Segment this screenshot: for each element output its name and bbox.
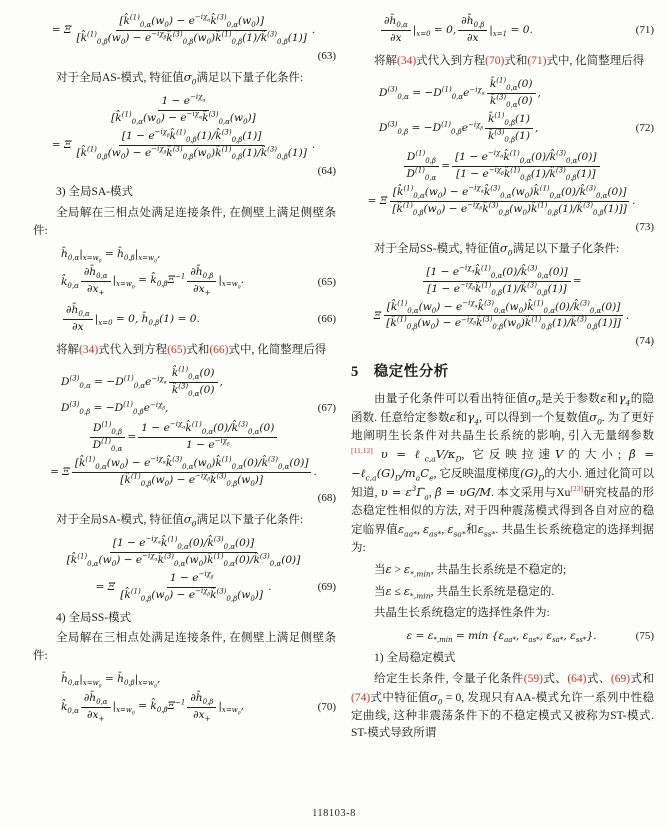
equation-body: $\frac{\partial h̄_{0,\alpha}}{\partial x}$ $|_{x=0} = 0$, $h̄_{0,\beta}(1) = 0$.	[61, 304, 200, 335]
equation-body	[62, 537, 306, 568]
math-inline: $\upsilon = \varepsilon^3\Gammā_a$	[380, 484, 429, 502]
math-inline: $\varepsilon_{aa*}$	[398, 522, 417, 539]
equation-64	[33, 95, 336, 177]
fraction: $\frac{k̄^{(1)}_{0,\beta}(1)}{k̄^{(3)}_{0,\beta}(1)}$	[485, 113, 533, 144]
equation-number: (66)	[317, 313, 336, 326]
equation-body: = Ξ $\frac{[k̂^{(1)}_{0,\alpha}(w_0) - e^{-i\chi_\alpha}k̂^{(3)}_{0,\alpha}(w_0)]}{[k̂^{(1)}_{0,\beta}(w_0) - e^{-i\chi_\beta}k̂^{(3)}_{0,\beta}(w_0)k̂^{(1)}_{0,\beta}(1)/k̂^{(3)}_{0,\beta}(1)]}$ .	[51, 13, 316, 47]
math-inline: $\gamma_4$	[467, 410, 480, 427]
equation-number: (63)	[317, 49, 336, 62]
math-inline: $\sigma_0$	[499, 240, 513, 257]
citation-link[interactable]: (34)	[397, 54, 417, 67]
citation-link[interactable]: (71)	[527, 54, 547, 67]
paragraph: 当$\varepsilon \le \varepsilon_{*,min}$, 共晶生长系统是稳定的.	[374, 583, 555, 601]
fraction: $\frac{\partial h̄_{0,\beta}}{\partial x}$	[458, 15, 487, 46]
math-inline: $\upsilon = \ell_{c,a}V/\kappa_D$	[380, 447, 462, 464]
citation-link[interactable]: (69)	[610, 672, 631, 685]
fraction: $\frac{1 - e^{-i\chi_\alpha}k̂^{(1)}_{0,\alpha}(0)/k̂^{(3)}_{0,\alpha}(0)}{1 - e^{-i\chi_\beta}}$	[138, 422, 277, 453]
fraction: $\frac{D^{(1)}_{0,\beta}}{D^{(1)}_{0,\alpha}}$	[403, 151, 439, 182]
equation-number: (69)	[317, 581, 336, 594]
equation-68	[33, 422, 336, 504]
math-inline: β̂ = υG/M	[434, 485, 492, 500]
equation-66	[33, 304, 336, 335]
paragraph: 对于全局SS-模式, 特征值$\sigma_0$满足以下量子化条件:	[374, 240, 620, 257]
math-inline: ε	[385, 583, 392, 598]
equation-74	[351, 266, 654, 348]
equation-body: $D^{(3)}_{0,\alpha} = -D^{(1)}_{0,\alpha}e^{-i\chi_\alpha}$ $\frac{k̄^{(1)}_{0,\alpha}(0)}{k̄^{(3)}_{0,\alpha}(0)}$ ,	[379, 76, 541, 109]
paragraph: 将解(34)式代入到方程(65)式和(66)式中, 化简整理后得	[56, 343, 327, 356]
equation-number: (64)	[317, 164, 336, 177]
equation-body: $k̂_{0,\alpha}$ $\frac{\partial h̄_{0,\alpha}}{\partial x_+}$ $|_{x=w_0}$ = $k̂_{0,\beta}\Xi^{-1}$ $\frac{\partial h̄_{0,\beta}}{\partial x_+}$ $|_{x=w_0}$,	[61, 691, 244, 723]
equation-body: $D^{(3)}_{0,\alpha} = -D^{(1)}_{0,\alpha}e^{-i\chi_\alpha}$ $\frac{k̂^{(1)}_{0,\alpha}(0)}{k̂^{(3)}_{0,\alpha}(0)}$ ,	[61, 365, 223, 398]
paragraph: 1) 全局稳定模式	[374, 651, 456, 664]
fraction: $\frac{\partial h̄_{0,\alpha}}{\partial x}$	[381, 15, 411, 46]
math-inline: $\sigma_0$	[589, 410, 602, 427]
equation-69	[33, 537, 336, 603]
equation-72	[351, 78, 654, 144]
equation-67	[33, 367, 336, 415]
fraction: $\frac{k̄^{(1)}_{0,\alpha}(0)}{k̄^{(3)}_{0,\alpha}(0)}$	[487, 78, 536, 109]
equation-number: (71)	[635, 24, 654, 37]
fraction: $\frac{[1 - e^{-i\chi_\alpha}k̂^{(1)}_{0,\alpha}(0)/k̂^{(3)}_{0,\alpha}(0)]}{[1 - e^{-i\chi_\beta}k̂^{(1)}_{0,\beta}(1)/k̂^{(3)}_{0,\beta}(1)]}$	[423, 266, 570, 297]
page-number: 118103-8	[312, 808, 356, 819]
math-inline: $(G)_D$	[520, 466, 545, 483]
equation-body: $\frac{\partial h̄_{0,\alpha}}{\partial x}$ $|_{x=0} = 0$, $\frac{\partial h̄_{0,\beta}}{\partial x}$ $|_{x=1} = 0$.	[379, 15, 533, 46]
equation-number: (70)	[317, 701, 336, 714]
citation-link[interactable]: (59)	[523, 672, 543, 685]
equation-number: (68)	[317, 491, 336, 504]
equation-body: = Ξ $\frac{1 - e^{-i\chi_\beta}}{[k̂^{(1)}_{0,\beta}(w_0) - e^{-i\chi_\beta}k̂^{(3)}_{0,\beta}(w_0)]}$ .	[95, 570, 272, 603]
math-inline: V	[554, 447, 564, 462]
paragraph: 当$\varepsilon > \varepsilon_{*,min}$, 共晶生长系统是不稳定的;	[374, 561, 567, 579]
paragraph: 由量子化条件可以看出特征值$\sigma_0$是关于参数ε和$\gamma_4$的隐函数. 任意给定参数ε和$\gamma_4$, 可以得到一个复数值$\sigma_0$. 为了更好地阐明生长条件对共晶生长系统的影响, 引入无量纲参数[11,12] $\upsilon = \ell_{c,a}V/\kappa_D$, 它反映拉速V的大小; β̂ = $-\ell_{c,a}(G)_D/m_aC_e$, 它反映温度梯度$(G)_D$的大小. 通过化简可以知道, $\upsilon = \varepsilon^3\Gammā_a$, β̂ = υG/M. 本文采用与Xu[23]研究枝晶的形态稳定性相似的方法, 对于四种震荡模式得到各自对应的稳定临界值$\varepsilon_{aa*}$, $\varepsilon_{as*}$, $\varepsilon_{sa*}$和$\varepsilon_{ss*}$. 共晶生长系统稳定的选择判据为:	[351, 391, 655, 554]
equation-number: (72)	[635, 122, 654, 135]
fraction: $\frac{\partial h̄_{0,\alpha}}{\partial x_+}$	[81, 266, 111, 297]
math-inline: $\varepsilon_{*,min}$	[403, 561, 431, 579]
section-heading: 5 稳定性分析	[351, 364, 449, 381]
paragraph: 4) 全局SS-模式	[56, 611, 132, 624]
equation-number: (75)	[635, 630, 654, 643]
math-inline: $\varepsilon_{*,min}$	[403, 583, 431, 601]
equation-number: (73)	[635, 220, 654, 233]
equation-75	[351, 630, 654, 643]
fraction: $\frac{\partial h̄_{0,\beta}}{\partial x_+}$	[187, 266, 216, 297]
equation-body: $\frac{D^{(1)}_{0,\beta}}{D^{(1)}_{0,\alpha}}$ = $\frac{[1 - e^{-i\chi_\alpha}k̂^{(1)}_{0,\alpha}(0)/k̂^{(3)}_{0,\alpha}(0)]}{[1 - e^{-i\chi_\beta}k̂^{(1)}_{0,\beta}(1)/k̂^{(3)}_{0,\beta}(1)]}$	[401, 151, 601, 182]
fraction: $\frac{k̂^{(1)}_{0,\alpha}(0)}{k̂^{(3)}_{0,\alpha}(0)}$	[169, 367, 218, 398]
math-inline: ε	[385, 561, 392, 576]
math-inline: $\varepsilon_{ss*}$	[477, 522, 496, 539]
equation-body: $D^{(3)}_{0,\beta} = -D^{(1)}_{0,\beta}e^{-i\chi_\beta}$,	[61, 400, 169, 417]
math-inline: $\sigma_0$	[429, 689, 443, 706]
math-inline: $\varepsilon_{sa*}$	[447, 522, 466, 539]
fraction: $\frac{D^{(1)}_{0,\beta}}{D^{(1)}_{0,\alpha}}$	[90, 422, 126, 453]
math-inline: $\sigma_0$	[183, 69, 197, 87]
fraction: $\frac{[k̂^{(1)}_{0,\alpha}(w_0) - e^{-i\chi_\alpha}k̂^{(3)}_{0,\alpha}(w_0)k̂^{(1)}_{0,\alpha}(0)/k̂^{(3)}_{0,\alpha}(0)]}{[k̂^{(1)}_{0,\beta}(w_0) - e^{-i\chi_\beta}k̂^{(3)}_{0,\beta}(w_0)]}$	[72, 457, 312, 488]
math-inline: $\sigma_0$	[528, 391, 541, 408]
math-inline: ε	[449, 410, 456, 425]
citation-link[interactable]: (70)	[485, 54, 505, 67]
math-inline: $\gamma_4$	[618, 391, 631, 408]
paragraph: 全局解在三相点处满足连接条件, 在侧壁上满足侧壁条件:	[33, 206, 336, 237]
column-right	[351, 8, 654, 746]
citation-link[interactable]: (65)	[167, 343, 187, 356]
equation-body	[106, 95, 261, 126]
fraction: $\frac{[1 - e^{-i\chi_\alpha}k̂^{(1)}_{0,\alpha}(0)/k̂^{(3)}_{0,\alpha}(0)]}{[1 - e^{-i\chi_\beta}k̂^{(1)}_{0,\beta}(1)/k̂^{(3)}_{0,\beta}(1)]}$	[452, 151, 599, 182]
fraction: $\frac{[1 - e^{-i\chi_\beta}k̂^{(1)}_{0,\beta}(1)/k̂^{(3)}_{0,\beta}(1)]}{[k̂^{(1)}_{0,\beta}(w_0) - e^{-i\chi_\beta}k̂^{(3)}_{0,\beta}(w_0)k̂^{(1)}_{0,\beta}(1)/k̂^{(3)}_{0,\beta}(1)]}$	[76, 128, 307, 161]
equation-body: = Ξ $\frac{[1 - e^{-i\chi_\beta}k̂^{(1)}_{0,\beta}(1)/k̂^{(3)}_{0,\beta}(1)]}{[k̂^{(1)}_{0,\beta}(w_0) - e^{-i\chi_\beta}k̂^{(3)}_{0,\beta}(w_0)k̂^{(1)}_{0,\beta}(1)/k̂^{(3)}_{0,\beta}(1)]}$ .	[51, 128, 316, 161]
equation-63	[33, 15, 336, 62]
equation-body: $\frac{[1 - e^{-i\chi_\alpha}k̂^{(1)}_{0,\alpha}(0)/k̂^{(3)}_{0,\alpha}(0)]}{[1 - e^{-i\chi_\beta}k̂^{(1)}_{0,\beta}(1)/k̂^{(3)}_{0,\beta}(1)]}$ =	[421, 266, 581, 297]
column-left	[33, 8, 336, 730]
fraction: $\frac{1 - e^{-i\chi_\alpha}}{[k̂^{(1)}_{0,\alpha}(w_0) - e^{-i\chi_\alpha}k̂^{(3)}_{0,\alpha}(w_0)]}$	[111, 93, 256, 126]
math-inline: $\sigma_0$	[183, 511, 197, 528]
citation-link[interactable]: (66)	[209, 343, 229, 356]
equation-body: $\frac{D^{(1)}_{0,\beta}}{D^{(1)}_{0,\alpha}}$ = $\frac{1 - e^{-i\chi_\alpha}k̂^{(1)}_{0,\alpha}(0)/k̂^{(3)}_{0,\alpha}(0)}{1 - e^{-i\chi_\beta}}$	[88, 422, 280, 453]
paragraph: 对于全局AS-模式, 特征值$\sigma_0$满足以下量子化条件:	[56, 69, 304, 87]
paragraph: 将解(34)式代入到方程(70)式和(71)式中, 化简整理后得	[374, 54, 645, 67]
equation-body: $\varepsilon = \varepsilon_{*,min} = \min \{\varepsilon_{aa*}$, $\varepsilon_{as*}$, $\varepsilon_{sa*}$, $\varepsilon_{ss*}$}.	[406, 630, 597, 645]
equation-number: (65)	[317, 275, 336, 288]
equation-65	[33, 248, 336, 297]
equation-number: (67)	[317, 402, 336, 415]
equation-body: = Ξ $\frac{[k̂^{(1)}_{0,\alpha}(w_0) - e^{-i\chi_\alpha}k̂^{(3)}_{0,\alpha}(w_0)k̂^{(1)}_{0,\alpha}(0)/k̂^{(3)}_{0,\alpha}(0)]}{[k̂^{(1)}_{0,\beta}(w_0) - e^{-i\chi_\beta}k̂^{(3)}_{0,\beta}(w_0)k̂^{(1)}_{0,\beta}(1)/k̂^{(3)}_{0,\beta}(1)]]}$ .	[367, 184, 636, 217]
equation-number: (74)	[635, 335, 654, 348]
fraction: $\frac{[k̂^{(1)}_{0,\alpha}(w_0) - e^{-i\chi_\alpha}k̂^{(3)}_{0,\alpha}(w_0)k̂^{(1)}_{0,\alpha}(0)/k̂^{(3)}_{0,\alpha}(0)]}{[k̂^{(1)}_{0,\beta}(w_0) - e^{-i\chi_\beta}k̂^{(3)}_{0,\beta}(w_0)k̂^{(1)}_{0,\beta}(1)/k̂^{(3)}_{0,\beta}(1)]]}$	[383, 301, 624, 332]
fraction: $\frac{[k̂^{(1)}_{0,\alpha}(w_0) - e^{-i\chi_\alpha}k̂^{(3)}_{0,\alpha}(w_0)]}{[k̂^{(1)}_{0,\beta}(w_0) - e^{-i\chi_\beta}k̂^{(3)}_{0,\beta}(w_0)k̂^{(1)}_{0,\beta}(1)/k̂^{(3)}_{0,\beta}(1)]}$	[76, 13, 307, 47]
equation-71	[351, 15, 654, 46]
citation-link[interactable]: [11,12]	[351, 446, 373, 456]
equation-body: = Ξ $\frac{[k̂^{(1)}_{0,\alpha}(w_0) - e^{-i\chi_\alpha}k̂^{(3)}_{0,\alpha}(w_0)k̂^{(1)}_{0,\alpha}(0)/k̂^{(3)}_{0,\alpha}(0)]}{[k̂^{(1)}_{0,\beta}(w_0) - e^{-i\chi_\beta}k̂^{(3)}_{0,\beta}(w_0)]}$ .	[50, 455, 317, 488]
citation-link[interactable]: (34)	[79, 343, 99, 356]
fraction: $\frac{\partial h̄_{0,\beta}}{\partial x_+}$	[187, 692, 216, 723]
fraction: $\frac{1 - e^{-i\chi_\beta}}{[k̂^{(1)}_{0,\beta}(w_0) - e^{-i\chi_\beta}k̂^{(3)}_{0,\beta}(w_0)]}$	[120, 570, 264, 603]
citation-link[interactable]: (64)	[567, 672, 587, 685]
equation-body: $h̄_{0,\alpha}|_{x=w_0}$ = $h̄_{0,\beta}|_{x=w_0}$,	[61, 247, 161, 265]
citation-link[interactable]: [23]	[570, 484, 584, 494]
fraction: $\frac{\partial h̄_{0,\alpha}}{\partial x}$	[63, 304, 93, 335]
paragraph: 共晶生长系统稳定的选择性条件为:	[374, 606, 550, 619]
fraction: $\frac{\partial h̄_{0,\alpha}}{\partial x_+}$	[81, 692, 111, 723]
paragraph: 全局解在三相点处满足连接条件, 在侧壁上满足侧壁条件:	[33, 632, 336, 663]
equation-73	[351, 151, 654, 233]
paragraph: 给定生长条件, 令量子化条件(59)式、(64)式、(69)式和(74)式中特征值$\sigma_0 = 0$, 发现只有AA-模式允许一系列中性稳定曲线, 这种非震荡条件下的不稳定模式又被称为ST-模式. ST-模式导致所谓	[351, 672, 655, 740]
math-inline: $\varepsilon_{as*}$	[423, 522, 442, 539]
math-inline: ε	[600, 391, 607, 406]
fraction: $\frac{[1 - e^{-i\chi_\alpha}k̂^{(1)}_{0,\alpha}(0)/k̂^{(3)}_{0,\alpha}(0)]}{[k̂^{(1)}_{0,\alpha}(w_0) - e^{-i\chi_\alpha}k̂^{(3)}_{0,\alpha}(w_0)k̂^{(1)}_{0,\alpha}(0)/k̂^{(3)}_{0,\alpha}(0)]}$	[66, 535, 301, 568]
equation-body: $D^{(3)}_{0,\beta} = -D^{(1)}_{0,\beta}e^{-i\chi_\beta}$ $\frac{k̄^{(1)}_{0,\beta}(1)}{k̄^{(3)}_{0,\beta}(1)}$ ,	[379, 111, 539, 144]
math-inline: β̂ = $-\ell_{c,a}(G)_D/m_aC_e$	[351, 447, 655, 483]
equation-body: Ξ $\frac{[k̂^{(1)}_{0,\alpha}(w_0) - e^{-i\chi_\alpha}k̂^{(3)}_{0,\alpha}(w_0)k̂^{(1)}_{0,\alpha}(0)/k̂^{(3)}_{0,\alpha}(0)]}{[k̂^{(1)}_{0,\beta}(w_0) - e^{-i\chi_\beta}k̂^{(3)}_{0,\beta}(w_0)k̂^{(1)}_{0,\beta}(1)/k̂^{(3)}_{0,\beta}(1)]]}$ .	[373, 298, 630, 332]
equation-body: $k̂_{0,\alpha}$ $\frac{\partial h̄_{0,\alpha}}{\partial x_+}$ $|_{x=w_0}$ = $k̂_{0,\beta}\Xi^{-1}$ $\frac{\partial h̄_{0,\beta}}{\partial x_+}$ $|_{x=w_0}$.	[61, 266, 244, 298]
fraction: $\frac{[k̂^{(1)}_{0,\alpha}(w_0) - e^{-i\chi_\alpha}k̂^{(3)}_{0,\alpha}(w_0)k̂^{(1)}_{0,\alpha}(0)/k̂^{(3)}_{0,\alpha}(0)]}{[k̂^{(1)}_{0,\beta}(w_0) - e^{-i\chi_\beta}k̂^{(3)}_{0,\beta}(w_0)k̂^{(1)}_{0,\beta}(1)/k̂^{(3)}_{0,\beta}(1)]]}$	[389, 186, 630, 217]
citation-link[interactable]: (74)	[351, 691, 371, 704]
paragraph: 对于全局SA-模式, 特征值$\sigma_0$满足以下量子化条件:	[56, 511, 304, 528]
equation-70	[33, 673, 336, 722]
paragraph: 3) 全局SA-模式	[56, 185, 133, 198]
equation-body: $h̄_{0,\alpha}|_{x=w_0}$ = $h̄_{0,\beta}|_{x=w_0}$,	[61, 673, 161, 690]
